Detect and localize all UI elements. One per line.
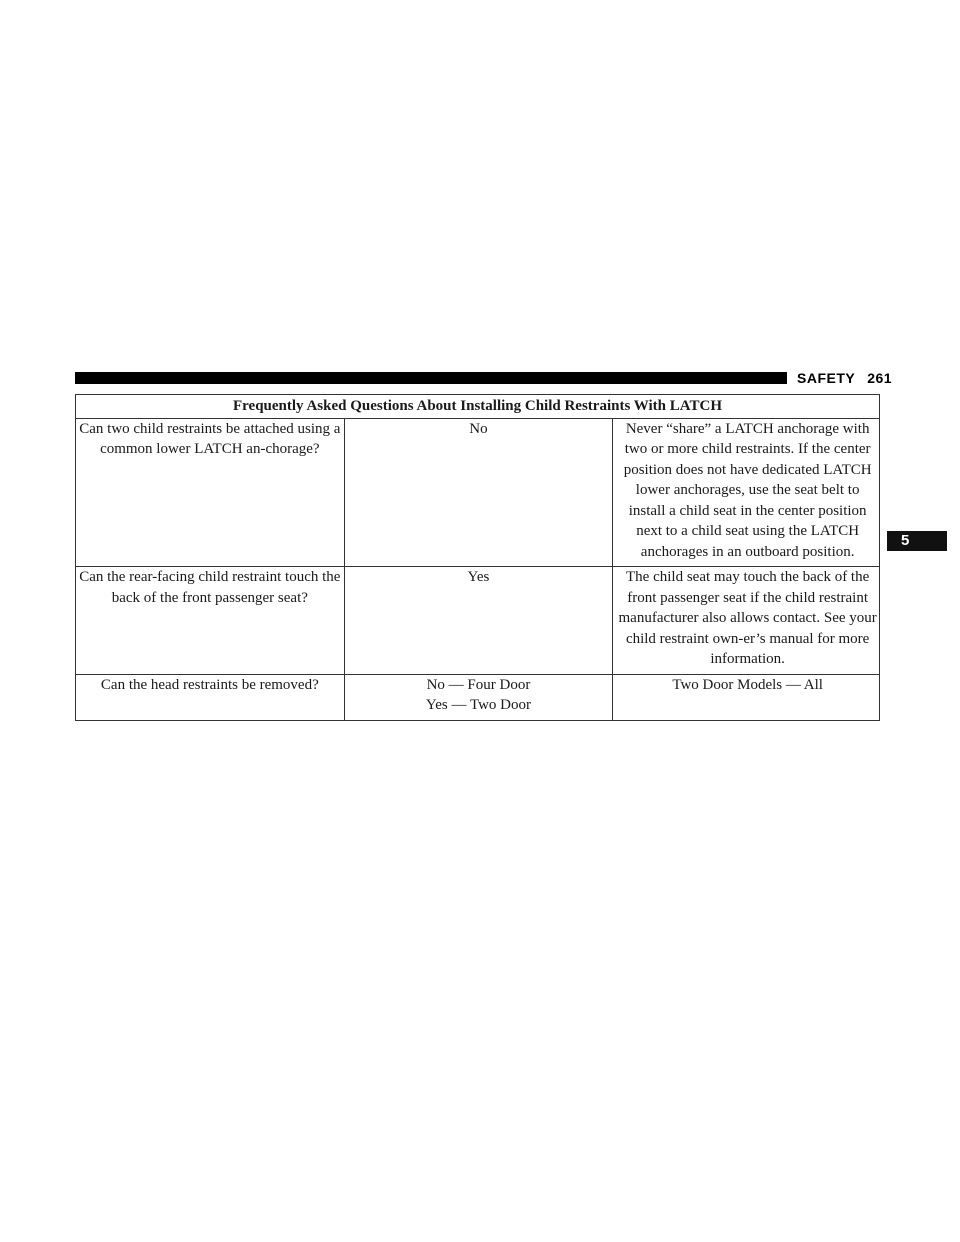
question-cell: Can two child restraints be attached using a common lower LATCH an-chorage? [76,418,345,567]
page-number: 261 [867,370,893,386]
latch-faq-table [75,394,880,721]
explanation-cell: The child seat may touch the back of the front passenger seat if the child restraint manufacturer also allows contact. See your child restraint own-er’s manual for more information. [613,567,880,675]
header-rule [75,372,787,384]
answer-cell [344,674,613,720]
running-header [797,367,892,389]
table-title: Frequently Asked Questions About Installing Child Restraints With LATCH [76,395,880,419]
answer-cell: No [344,418,613,567]
section-title: SAFETY [797,370,856,386]
chapter-tab: 5 [887,531,947,551]
answer-cell: Yes [344,567,613,675]
explanation-cell: Never “share” a LATCH anchorage with two or more child restraints. If the center position does not have dedicated LATCH lower anchorages, use the seat belt to install a child seat in the center position next to a child seat using the LATCH anchorages in an outboard position. [613,418,880,567]
answer-line: No — Four Door [426,676,531,693]
question-cell: Can the rear-facing child restraint touch the back of the front passenger seat? [76,567,345,675]
table-title-row [76,395,880,419]
question-cell: Can the head restraints be removed? [76,674,345,720]
answer-line: Yes — Two Door [425,697,532,713]
table-row [76,674,880,720]
explanation-cell: Two Door Models — All [613,674,880,720]
table-row [76,418,880,567]
table-row [76,567,880,675]
